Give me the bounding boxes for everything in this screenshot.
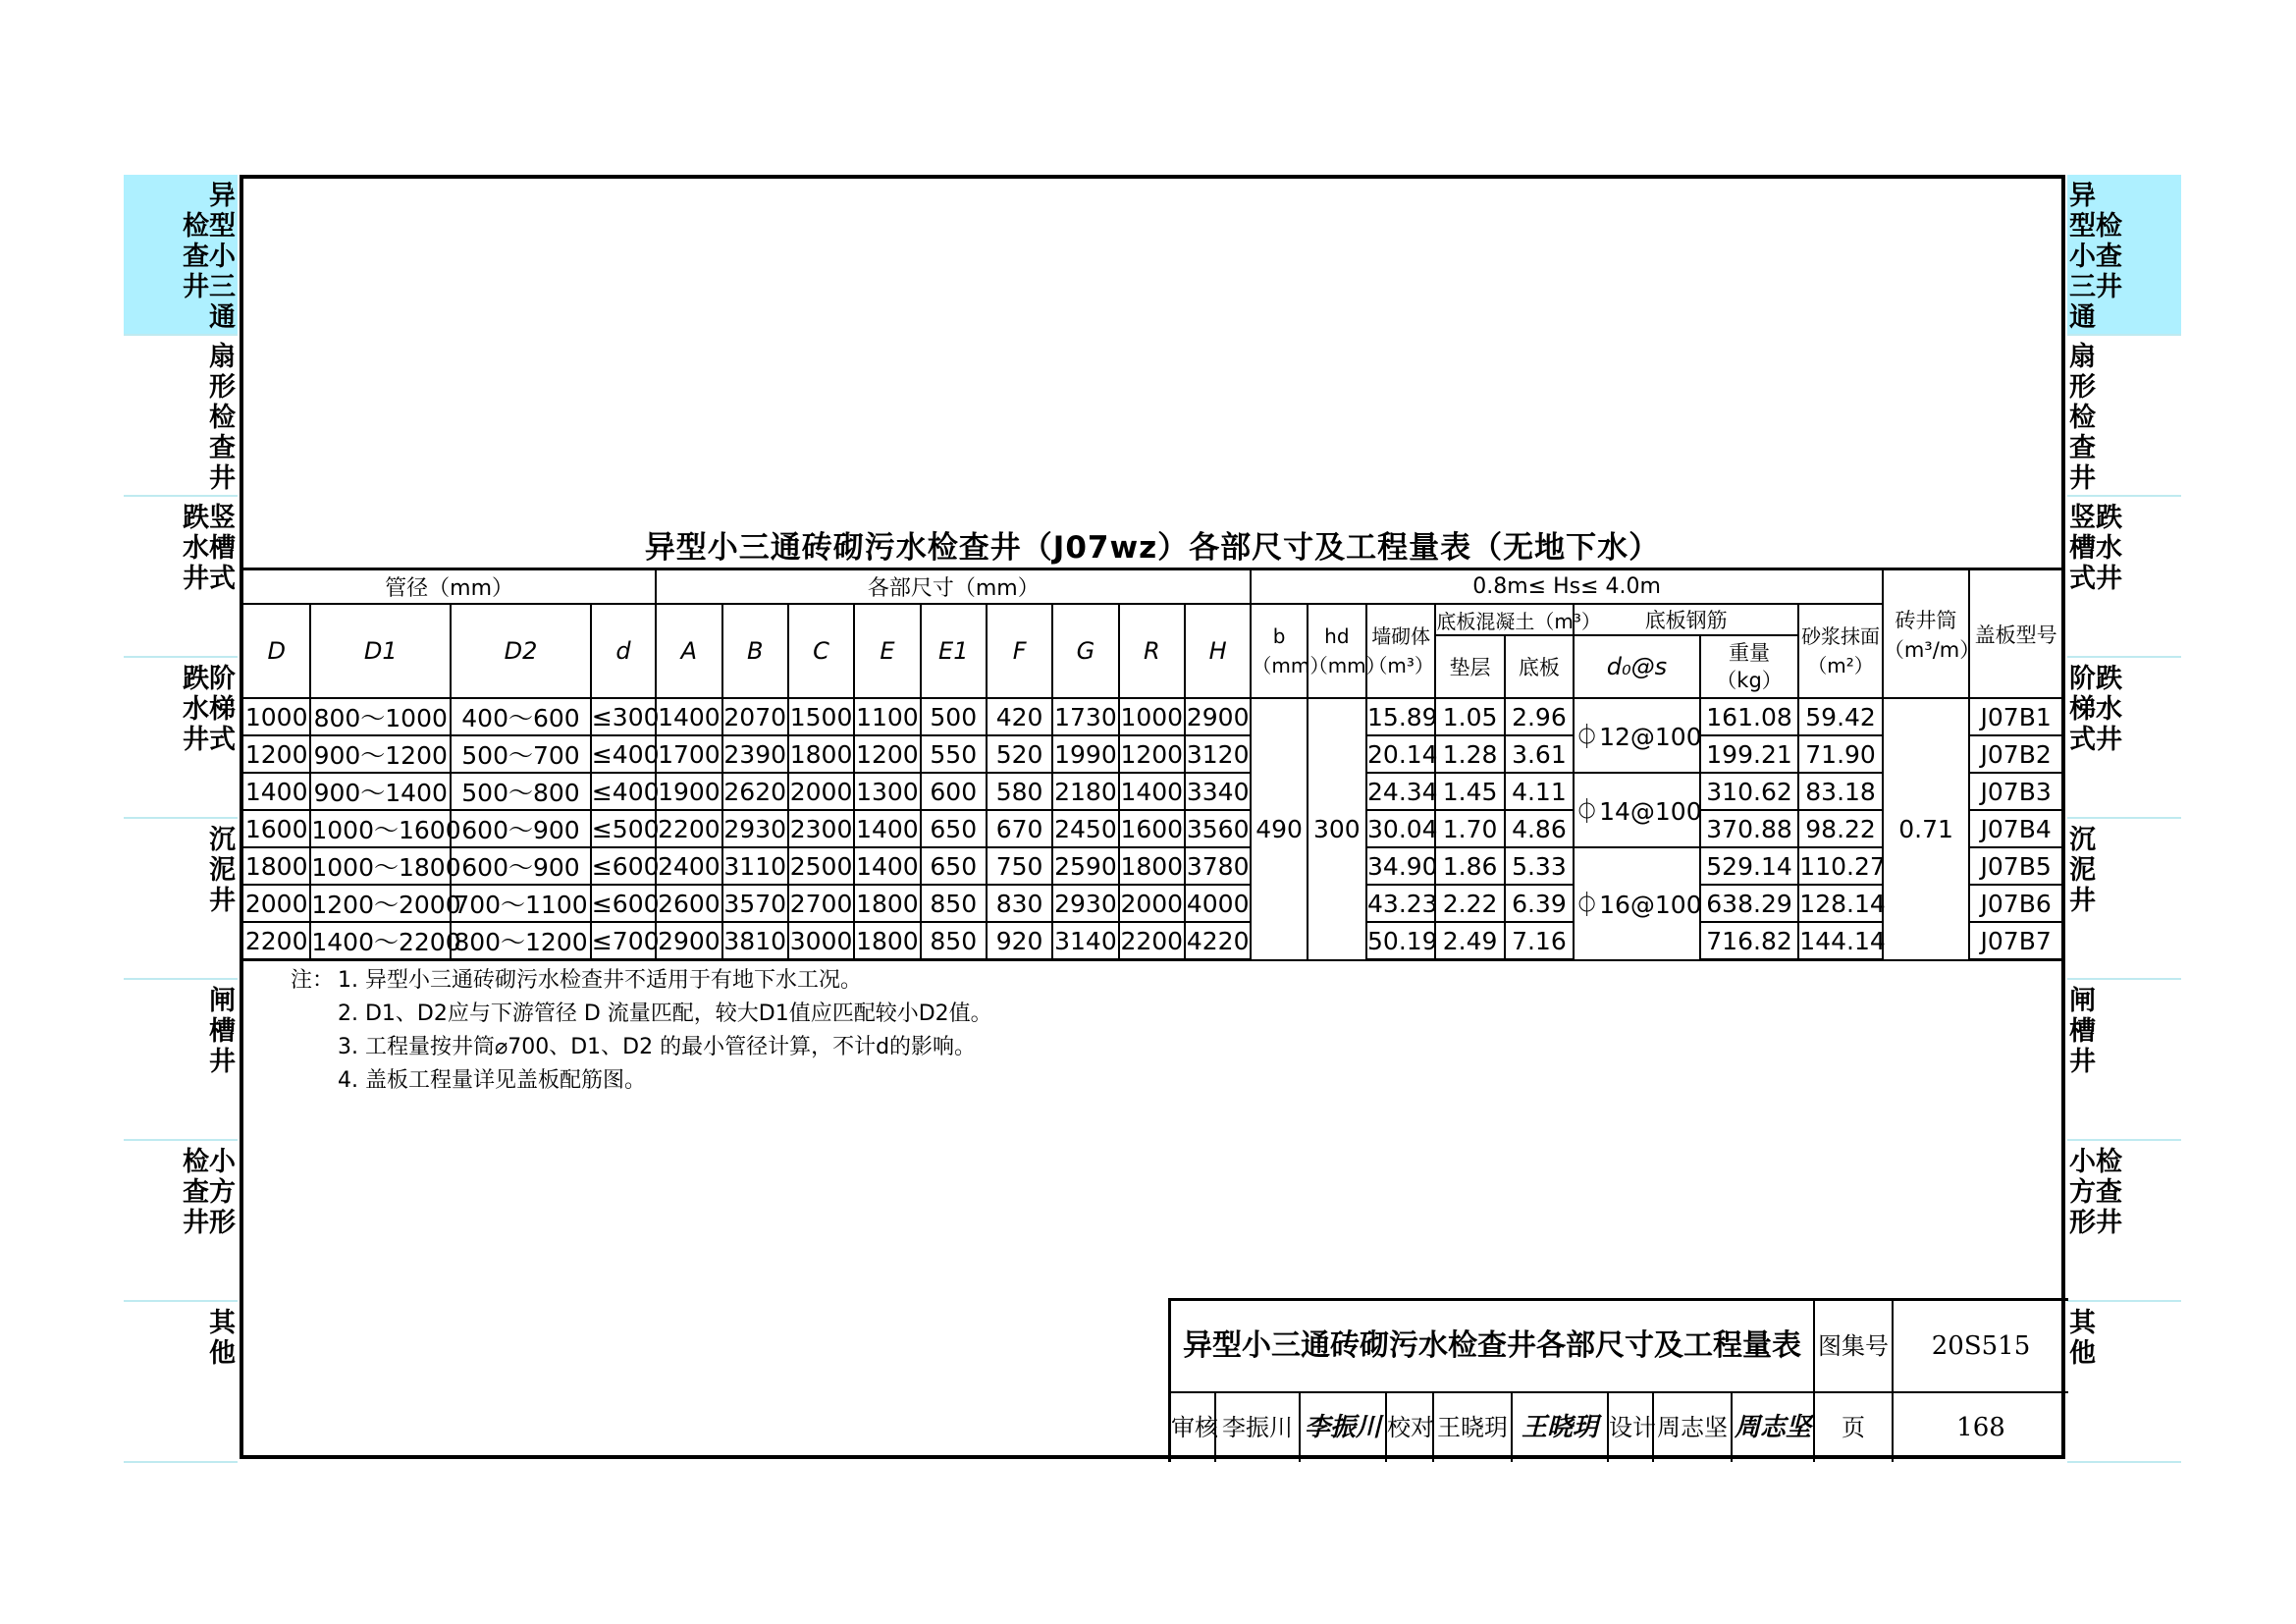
cell-d1: 800～1000 (310, 698, 451, 735)
col-header-shaft: 砖井筒 （m³/m） (1883, 569, 1969, 699)
col-header-plaster: 砂浆抹面 （m²） (1798, 604, 1883, 698)
side-item-fan-shaped[interactable] (2067, 336, 2181, 497)
cell-d: 1600 (243, 810, 310, 847)
table-title: 异型小三通砖砌污水检查井（J07wz）各部尺寸及工程量表（无地下水） (644, 530, 1661, 566)
cell-d2: 600～900 (451, 810, 591, 847)
cell-masonry: 20.14 (1366, 735, 1435, 773)
side-item-sediment[interactable] (124, 819, 238, 980)
col-header-E: E (854, 604, 920, 698)
col-header-cushion: 垫层 (1435, 635, 1504, 698)
cell-f: 920 (987, 922, 1052, 960)
group-header-dimensions: 各部尺寸（mm） (656, 569, 1251, 605)
cell-g: 1730 (1052, 698, 1118, 735)
cell-masonry: 50.19 (1366, 922, 1435, 960)
side-item-other[interactable] (124, 1302, 238, 1463)
cell-d: ≤700 (591, 922, 656, 960)
side-item-label: 跌阶 水梯 井式 (183, 664, 236, 755)
cell-d: 1800 (243, 847, 310, 885)
group-header-pipe: 管径（mm） (243, 569, 656, 605)
col-header-weight: 重量 （kg） (1700, 635, 1799, 698)
page-number: 168 (1956, 1413, 2005, 1442)
col-header-cover: 盖板型号 (1969, 569, 2061, 699)
cell-c: 2500 (788, 847, 854, 885)
quantity-table (243, 568, 2061, 961)
cell-d1: 900～1200 (310, 735, 451, 773)
atlas-label: 图集号 (1815, 1301, 1894, 1393)
cell-d: ≤400 (591, 735, 656, 773)
side-item-label: 竖跌 槽水 式井 (2069, 503, 2122, 594)
cell-f: 520 (987, 735, 1052, 773)
cell-slab: 4.11 (1505, 773, 1574, 810)
note-item: 3. 工程量按井筒⌀700、D1、D2 的最小管径计算，不计d的影响。 (338, 1035, 977, 1059)
cell-e1: 650 (921, 847, 987, 885)
cell-f: 750 (987, 847, 1052, 885)
table-row (243, 885, 2061, 922)
cell-slab: 5.33 (1505, 847, 1574, 885)
cell-d: ≤600 (591, 885, 656, 922)
cell-e1: 500 (921, 698, 987, 735)
cell-d: ≤600 (591, 847, 656, 885)
cell-masonry: 24.34 (1366, 773, 1435, 810)
cell-cushion: 1.70 (1435, 810, 1504, 847)
group-header-base-rebar: 底板钢筋 (1574, 604, 1798, 635)
cell-d2: 500～800 (451, 773, 591, 810)
cell-plaster: 71.90 (1798, 735, 1883, 773)
cell-d2: 600～900 (451, 847, 591, 885)
cell-masonry: 43.23 (1366, 885, 1435, 922)
note-item: 4. 盖板工程量详见盖板配筋图。 (338, 1068, 646, 1093)
cell-rebar-spec: ⏀16@100 (1574, 847, 1700, 960)
table-row (243, 698, 2061, 735)
cell-shaft: 0.71 (1883, 698, 1969, 960)
side-item-label: 检小 查方 井形 (183, 1147, 236, 1238)
cell-weight: 638.29 (1700, 885, 1799, 922)
cell-cushion: 2.22 (1435, 885, 1504, 922)
cell-weight: 199.21 (1700, 735, 1799, 773)
cell-slab: 2.96 (1505, 698, 1574, 735)
cell-cover: J07B1 (1969, 698, 2061, 735)
cell-r: 1400 (1119, 773, 1185, 810)
design-label: 设计 (1609, 1393, 1654, 1462)
side-item-label: 其 他 (2069, 1308, 2096, 1369)
cell-masonry: 34.90 (1366, 847, 1435, 885)
cell-cover: J07B5 (1969, 847, 2061, 885)
cell-d1: 1000～1800 (310, 847, 451, 885)
cell-d: ≤500 (591, 810, 656, 847)
cell-plaster: 128.14 (1798, 885, 1883, 922)
cell-cover: J07B3 (1969, 773, 2061, 810)
notes (291, 964, 992, 1098)
cell-weight: 529.14 (1700, 847, 1799, 885)
cell-weight: 161.08 (1700, 698, 1799, 735)
cell-c: 1500 (788, 698, 854, 735)
cell-plaster: 144.14 (1798, 922, 1883, 960)
cell-cushion: 1.86 (1435, 847, 1504, 885)
cell-e1: 850 (921, 885, 987, 922)
cell-weight: 370.88 (1700, 810, 1799, 847)
check-label: 校对 (1387, 1393, 1434, 1462)
cell-g: 2930 (1052, 885, 1118, 922)
side-item-label: 沉 泥 井 (209, 825, 236, 916)
cell-a: 2600 (656, 885, 721, 922)
cell-cover: J07B4 (1969, 810, 2061, 847)
notes-head: 注： (291, 968, 335, 993)
cell-b: 3570 (722, 885, 788, 922)
cell-slab: 4.86 (1505, 810, 1574, 847)
side-item-label: 沉 泥 井 (2069, 825, 2096, 916)
side-item-step-drop[interactable] (2067, 658, 2181, 819)
table-row (243, 847, 2061, 885)
review-label: 审核 (1171, 1393, 1216, 1462)
cell-rebar-spec: ⏀12@100 (1574, 698, 1700, 773)
side-item-gate-slot[interactable] (2067, 980, 2181, 1141)
cell-d1: 1000～1600 (310, 810, 451, 847)
table-row (243, 922, 2061, 960)
drawing-frame (240, 175, 2065, 1459)
side-item-label: 跌竖 水槽 井式 (183, 503, 236, 594)
cell-r: 2000 (1119, 885, 1185, 922)
cell-e: 1300 (854, 773, 920, 810)
cell-b: 2620 (722, 773, 788, 810)
cell-c: 3000 (788, 922, 854, 960)
side-item-label: 闸 槽 井 (2069, 986, 2096, 1077)
cell-r: 1200 (1119, 735, 1185, 773)
side-item-small-square[interactable] (2067, 1141, 2181, 1302)
cell-cushion: 2.49 (1435, 922, 1504, 960)
cell-slab: 6.39 (1505, 885, 1574, 922)
side-item-label: 异 型检 小查 三井 通 (2069, 181, 2122, 333)
cell-e1: 550 (921, 735, 987, 773)
col-header-b: b （mm） (1251, 604, 1307, 698)
cell-hd: 300 (1308, 698, 1366, 960)
col-header-E1: E1 (921, 604, 987, 698)
side-item-other[interactable] (2067, 1302, 2181, 1463)
cell-e: 1400 (854, 810, 920, 847)
cell-a: 2400 (656, 847, 721, 885)
cell-f: 580 (987, 773, 1052, 810)
cell-e1: 650 (921, 810, 987, 847)
side-item-label: 扇 形 检 查 井 (2069, 342, 2096, 494)
cell-d1: 1200～2000 (310, 885, 451, 922)
side-item-special-tee[interactable] (2067, 175, 2181, 336)
side-item-label: 其 他 (209, 1308, 236, 1369)
cell-f: 420 (987, 698, 1052, 735)
side-item-gate-slot[interactable] (124, 980, 238, 1141)
title-block (1168, 1298, 2068, 1462)
note-item: 1. 异型小三通砖砌污水检查井不适用于有地下水工况。 (338, 968, 862, 993)
col-header-D: D (243, 604, 310, 698)
cell-slab: 3.61 (1505, 735, 1574, 773)
reviewer-signature: 李振川 (1301, 1393, 1387, 1462)
cell-d: 2000 (243, 885, 310, 922)
page-label: 页 (1815, 1393, 1894, 1462)
col-header-B: B (722, 604, 788, 698)
cell-cushion: 1.28 (1435, 735, 1504, 773)
side-item-label: 阶跌 梯水 式井 (2069, 664, 2122, 755)
checker-name: 王晓玥 (1434, 1393, 1513, 1462)
col-header-D2: D2 (451, 604, 591, 698)
side-item-label: 扇 形 检 查 井 (209, 342, 236, 494)
cell-h: 3560 (1185, 810, 1251, 847)
cell-e: 1400 (854, 847, 920, 885)
cell-f: 670 (987, 810, 1052, 847)
col-header-d: d (591, 604, 656, 698)
cell-a: 1400 (656, 698, 721, 735)
designer-signature: 周志坚 (1733, 1393, 1815, 1462)
cell-f: 830 (987, 885, 1052, 922)
cell-e1: 600 (921, 773, 987, 810)
cell-a: 2900 (656, 922, 721, 960)
col-header-D1: D1 (310, 604, 451, 698)
cell-c: 1800 (788, 735, 854, 773)
cell-d: ≤400 (591, 773, 656, 810)
cell-r: 1800 (1119, 847, 1185, 885)
cell-masonry: 30.04 (1366, 810, 1435, 847)
cell-d: ≤300 (591, 698, 656, 735)
cell-r: 1600 (1119, 810, 1185, 847)
cell-b: 3110 (722, 847, 788, 885)
cell-b: 2070 (722, 698, 788, 735)
col-header-R: R (1119, 604, 1185, 698)
col-header-H: H (1185, 604, 1251, 698)
side-item-step-drop[interactable] (124, 658, 238, 819)
table-row (243, 810, 2061, 847)
cell-b: 2390 (722, 735, 788, 773)
cell-slab: 7.16 (1505, 922, 1574, 960)
col-header-A: A (656, 604, 721, 698)
note-item: 2. D1、D2应与下游管径 D 流量匹配，较大D1值应匹配较小D2值。 (338, 1001, 992, 1026)
cell-e: 1200 (854, 735, 920, 773)
cell-masonry: 15.89 (1366, 698, 1435, 735)
cell-cover: J07B6 (1969, 885, 2061, 922)
cell-d1: 1400～2200 (310, 922, 451, 960)
col-header-C: C (788, 604, 854, 698)
side-item-vertical-drop[interactable] (2067, 497, 2181, 658)
side-item-vertical-drop[interactable] (124, 497, 238, 658)
cell-d2: 400～600 (451, 698, 591, 735)
cell-e: 1100 (854, 698, 920, 735)
cell-g: 1990 (1052, 735, 1118, 773)
side-item-sediment[interactable] (2067, 819, 2181, 980)
cell-h: 3780 (1185, 847, 1251, 885)
cell-cover: J07B2 (1969, 735, 2061, 773)
group-header-range: 0.8m≤ Hs≤ 4.0m (1251, 569, 1882, 605)
cell-g: 3140 (1052, 922, 1118, 960)
cell-h: 3340 (1185, 773, 1251, 810)
cell-b: 3810 (722, 922, 788, 960)
cell-d2: 700～1100 (451, 885, 591, 922)
cell-weight: 310.62 (1700, 773, 1799, 810)
table-row (243, 773, 2061, 810)
cell-e1: 850 (921, 922, 987, 960)
side-item-label: 闸 槽 井 (209, 986, 236, 1077)
cell-c: 2000 (788, 773, 854, 810)
cell-h: 3120 (1185, 735, 1251, 773)
cell-a: 2200 (656, 810, 721, 847)
reviewer-name: 李振川 (1216, 1393, 1301, 1462)
cell-plaster: 98.22 (1798, 810, 1883, 847)
col-header-hd: hd （mm） (1308, 604, 1366, 698)
cell-d1: 900～1400 (310, 773, 451, 810)
cell-cushion: 1.05 (1435, 698, 1504, 735)
title-block-title: 异型小三通砖砌污水检查井各部尺寸及工程量表 (1171, 1301, 1815, 1393)
side-item-special-tee[interactable] (124, 175, 238, 336)
cell-e: 1800 (854, 922, 920, 960)
col-header-F: F (987, 604, 1052, 698)
side-item-small-square[interactable] (124, 1141, 238, 1302)
cell-a: 1700 (656, 735, 721, 773)
cell-d: 2200 (243, 922, 310, 960)
cell-h: 4220 (1185, 922, 1251, 960)
col-header-G: G (1052, 604, 1118, 698)
atlas-number: 20S515 (1894, 1301, 2068, 1393)
cell-b: 2930 (722, 810, 788, 847)
cell-r: 1000 (1119, 698, 1185, 735)
cell-d: 1200 (243, 735, 310, 773)
cell-d: 1400 (243, 773, 310, 810)
cell-plaster: 83.18 (1798, 773, 1883, 810)
col-header-masonry: 墙砌体 （m³） (1366, 604, 1435, 698)
cell-weight: 716.82 (1700, 922, 1799, 960)
cell-plaster: 59.42 (1798, 698, 1883, 735)
cell-g: 2180 (1052, 773, 1118, 810)
cell-a: 1900 (656, 773, 721, 810)
cell-cushion: 1.45 (1435, 773, 1504, 810)
cell-d2: 500～700 (451, 735, 591, 773)
checker-signature: 王晓玥 (1513, 1393, 1609, 1462)
cell-plaster: 110.27 (1798, 847, 1883, 885)
side-item-fan-shaped[interactable] (124, 336, 238, 497)
cell-r: 2200 (1119, 922, 1185, 960)
cell-c: 2700 (788, 885, 854, 922)
col-header-d0s: d₀@s (1574, 635, 1700, 698)
cell-d: 1000 (243, 698, 310, 735)
side-item-label: 异 检型 查小 井三 通 (183, 181, 236, 333)
col-header-slab: 底板 (1505, 635, 1574, 698)
side-item-label: 小检 方查 形井 (2069, 1147, 2122, 1238)
cell-e: 1800 (854, 885, 920, 922)
cell-cover: J07B7 (1969, 922, 2061, 960)
cell-h: 2900 (1185, 698, 1251, 735)
cell-c: 2300 (788, 810, 854, 847)
cell-h: 4000 (1185, 885, 1251, 922)
table-row (243, 735, 2061, 773)
cell-b: 490 (1251, 698, 1307, 960)
cell-rebar-spec: ⏀14@100 (1574, 773, 1700, 847)
group-header-base-concrete: 底板混凝土（m³） (1435, 604, 1574, 635)
cell-g: 2450 (1052, 810, 1118, 847)
cell-d2: 800～1200 (451, 922, 591, 960)
cell-g: 2590 (1052, 847, 1118, 885)
designer-name: 周志坚 (1654, 1393, 1733, 1462)
